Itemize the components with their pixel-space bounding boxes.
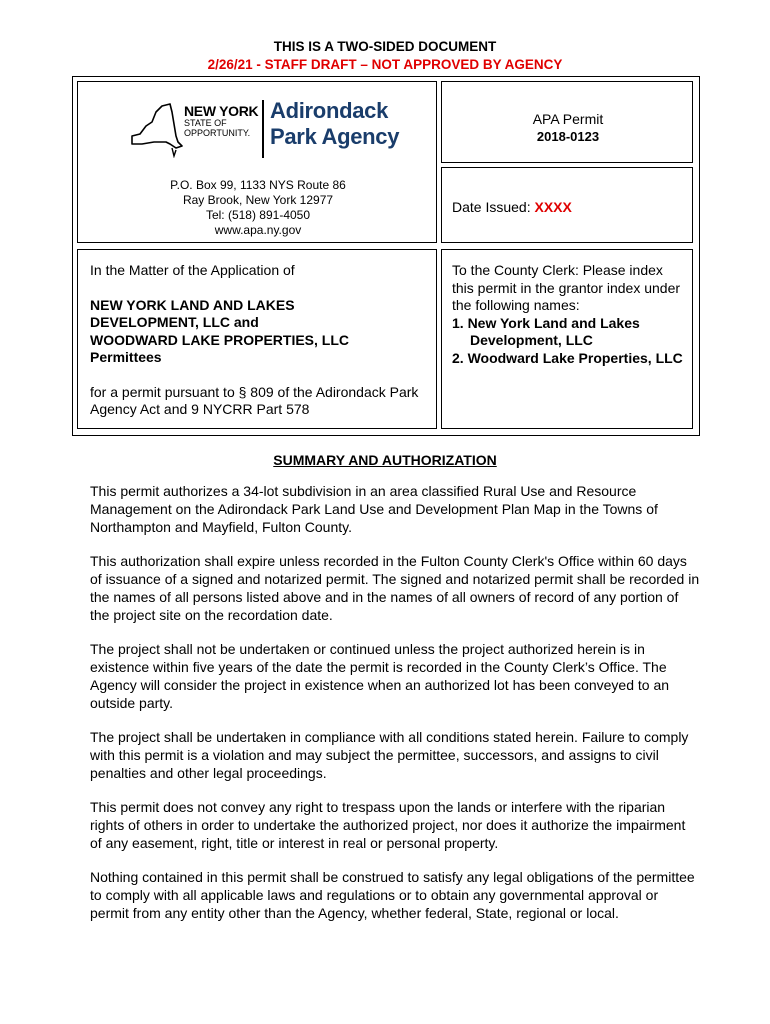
paragraph: This permit authorizes a 34-lot subdivision in an area classified Rural Use and Resource Management on the Adirondack Park Land Use and Development Plan Map in the Towns of Northampton and Mayfield, Fulton County. bbox=[90, 483, 658, 535]
grantor-names-list bbox=[452, 315, 688, 368]
list-item: 1. New York Land and Lakes Development, LLC bbox=[452, 314, 640, 348]
list-item: 2. Woodward Lake Properties, LLC bbox=[452, 349, 683, 366]
paragraph: Nothing contained in this permit shall be construed to satisfy any legal obligations of the permittee to comply with all applicable laws and regulations or to obtain any governmental approval or permit from any entity other than the Agency, whether federal, State, regional or local. bbox=[90, 869, 695, 921]
county-clerk-cell bbox=[441, 249, 693, 429]
permittee-names: NEW YORK LAND AND LAKES DEVELOPMENT, LLC and WOODWARD LAKE PROPERTIES, LLC Permittees bbox=[90, 296, 349, 365]
nys-wordmark: NEW YORK STATE OF OPPORTUNITY. bbox=[184, 103, 259, 138]
date-issued: Date Issued: XXXX bbox=[452, 199, 572, 215]
clerk-instruction: To the County Clerk: Please index this permit in the grantor index under the following names: bbox=[452, 262, 681, 313]
two-sided-notice: THIS IS A TWO-SIDED DOCUMENT bbox=[273, 39, 497, 54]
permit-purpose: for a permit pursuant to § 809 of the Adirondack Park Agency Act and 9 NYCRR Part 578 bbox=[90, 383, 419, 417]
permit-header-box bbox=[72, 76, 700, 436]
section-title: SUMMARY AND AUTHORIZATION bbox=[273, 452, 497, 468]
logo-divider bbox=[262, 100, 264, 158]
permit-number: 2018-0123 bbox=[536, 129, 600, 144]
date-issued-value: XXXX bbox=[534, 199, 572, 215]
agency-wordmark: Adirondack Park Agency bbox=[270, 98, 400, 149]
paragraph: This authorization shall expire unless recorded in the Fulton County Clerk's Office within 60 days of issuance of a signed and notarized permit. The signed and notarized permit shall be recorded in the names of all persons listed above and in the names of all owners of record of any portion of the project site on the recordation date. bbox=[90, 553, 700, 623]
agency-logo bbox=[126, 96, 406, 166]
matter-intro: In the Matter of the Application of bbox=[90, 262, 295, 278]
agency-website: www.apa.ny.gov bbox=[214, 223, 302, 237]
date-issued-cell bbox=[441, 167, 693, 243]
paragraph: The project shall be undertaken in compliance with all conditions stated herein. Failure to comply with this permit is a violation and may subject the permittee, successors, and assigns to civil penalties and other legal proceedings. bbox=[90, 729, 689, 781]
agency-address: P.O. Box 99, 1133 NYS Route 86 Ray Brook, New York 12977 Tel: (518) 891-4050 www.apa.ny.gov bbox=[78, 178, 438, 238]
paragraph: The project shall not be undertaken or continued unless the project authorized herein is in existence within five years of the date the permit is recorded in the County Clerk’s Office. The Agency will consider the project in existence when an authorized lot has been conveyed to an outside party. bbox=[90, 641, 670, 711]
paragraph: This permit does not convey any right to trespass upon the lands or interfere with the riparian rights of others in order to undertake the authorized project, nor does it authorize the impairment of any easement, right, title or interest in real or personal property. bbox=[90, 799, 686, 851]
draft-notice: 2/26/21 - STAFF DRAFT – NOT APPROVED BY AGENCY bbox=[207, 57, 563, 72]
permit-label: APA Permit bbox=[532, 111, 604, 127]
matter-of-application-cell bbox=[77, 249, 437, 429]
summary-body bbox=[90, 482, 700, 938]
agency-logo-cell bbox=[77, 81, 437, 243]
new-york-state-map-icon bbox=[126, 102, 186, 158]
permit-number-cell bbox=[441, 81, 693, 163]
